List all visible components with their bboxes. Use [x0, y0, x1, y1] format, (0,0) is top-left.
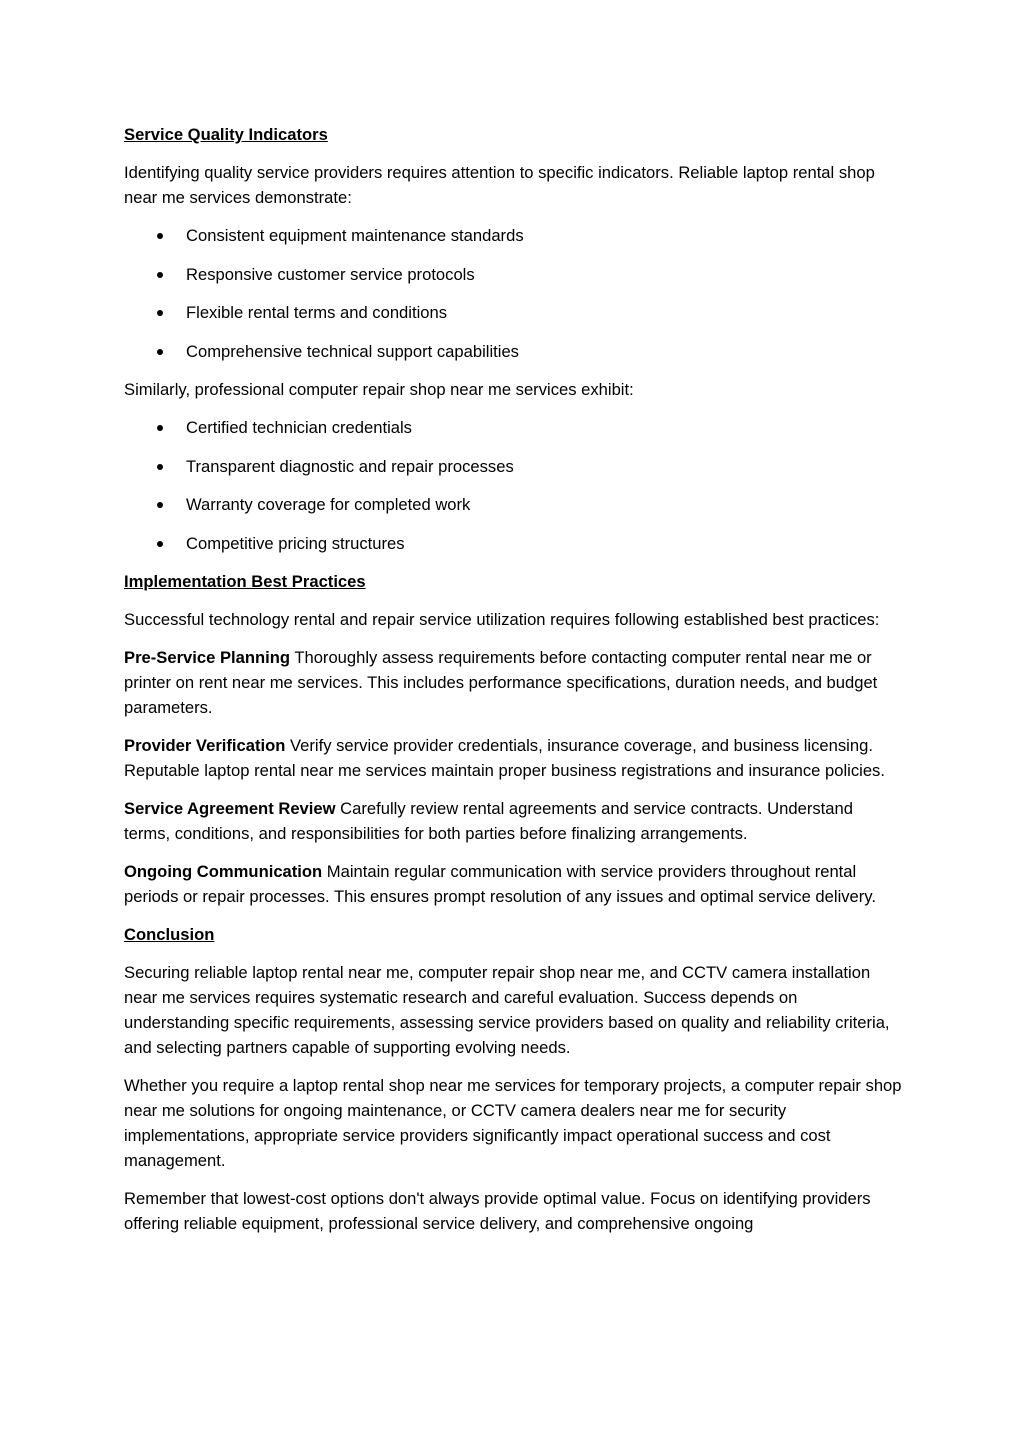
practice-item-verification: [124, 733, 902, 783]
practice-lead: Pre-Service Planning: [124, 648, 291, 667]
bullet-icon: [157, 349, 163, 355]
list-item-text: Flexible rental terms and conditions: [186, 303, 448, 322]
list-item: [124, 454, 902, 479]
practice-text: Carefully review rental agreements and service contracts. Understand terms, conditions, and responsibilities for both parties before finalizing arrangements.: [124, 799, 853, 843]
practice-lead: Service Agreement Review: [124, 799, 336, 818]
list-item: [124, 223, 902, 248]
list-item-text: Warranty coverage for completed work: [186, 495, 471, 514]
practice-text: Maintain regular communication with service providers throughout rental periods or repair processes. This ensures prompt resolution of any issues and optimal service delivery.: [124, 862, 876, 906]
repair-intro: Similarly, professional computer repair shop near me services exhibit:: [124, 380, 634, 399]
practice-item-agreement: [124, 796, 902, 846]
conclusion-paragraph: Remember that lowest-cost options don't always provide optimal value. Focus on identifying providers offering reliable equipment, professional service delivery, and comprehensive ongoing: [124, 1189, 871, 1233]
bullet-icon: [157, 233, 163, 239]
list-item-text: Transparent diagnostic and repair processes: [186, 456, 514, 476]
practice-text: Verify service provider credentials, insurance coverage, and business licensing. Reputable laptop rental near me services maintain proper business registrations and insurance policies.: [124, 736, 885, 780]
bullet-icon: [157, 502, 163, 508]
list-item: [124, 262, 902, 287]
list-item-text: Comprehensive technical support capabilities: [186, 341, 519, 361]
practice-lead: Ongoing Communication: [124, 862, 323, 881]
section-heading-quality: Service Quality Indicators: [124, 125, 328, 144]
list-item-text: Certified technician credentials: [186, 418, 412, 437]
bullet-icon: [157, 272, 163, 278]
document-page: [124, 122, 902, 1249]
list-item: [124, 531, 902, 556]
bullet-icon: [157, 425, 163, 431]
list-item: [124, 415, 902, 440]
list-item-text: Competitive pricing structures: [186, 533, 405, 553]
practice-lead: Provider Verification: [124, 736, 286, 755]
list-item: [124, 300, 902, 325]
bullet-icon: [157, 310, 163, 316]
conclusion-paragraph: Whether you require a laptop rental shop near me services for temporary projects, a computer repair shop near me solutions for ongoing maintenance, or CCTV camera dealers near me for security implementations, appropriate service providers significantly impact operational success and cost management.: [124, 1076, 902, 1170]
list-item: [124, 492, 902, 517]
rental-indicator-list: [124, 223, 902, 364]
section-heading-conclusion: Conclusion: [124, 925, 215, 944]
section-heading-practices: Implementation Best Practices: [124, 572, 366, 591]
conclusion-paragraph: Securing reliable laptop rental near me, computer repair shop near me, and CCTV camera installation near me services requires systematic research and careful evaluation. Success depends on understanding specific requirements, assessing service providers based on quality and reliability criteria, and selecting partners capable of supporting evolving needs.: [124, 963, 890, 1057]
practice-text: Thoroughly assess requirements before contacting computer rental near me or printer on rent near me services. This includes performance specifications, duration needs, and budget parameters.: [124, 648, 878, 717]
practice-item-communication: [124, 859, 902, 909]
practice-item-planning: [124, 645, 902, 720]
bullet-icon: [157, 541, 163, 547]
bullet-icon: [157, 464, 163, 470]
practices-intro: Successful technology rental and repair service utilization requires following established best practices:: [124, 610, 880, 629]
list-item-text: Responsive customer service protocols: [186, 264, 475, 284]
list-item-text: Consistent equipment maintenance standards: [186, 226, 524, 245]
list-item: [124, 339, 902, 364]
quality-intro: Identifying quality service providers requires attention to specific indicators. Reliable laptop rental shop near me services demonstrate:: [124, 163, 875, 207]
repair-indicator-list: [124, 415, 902, 556]
